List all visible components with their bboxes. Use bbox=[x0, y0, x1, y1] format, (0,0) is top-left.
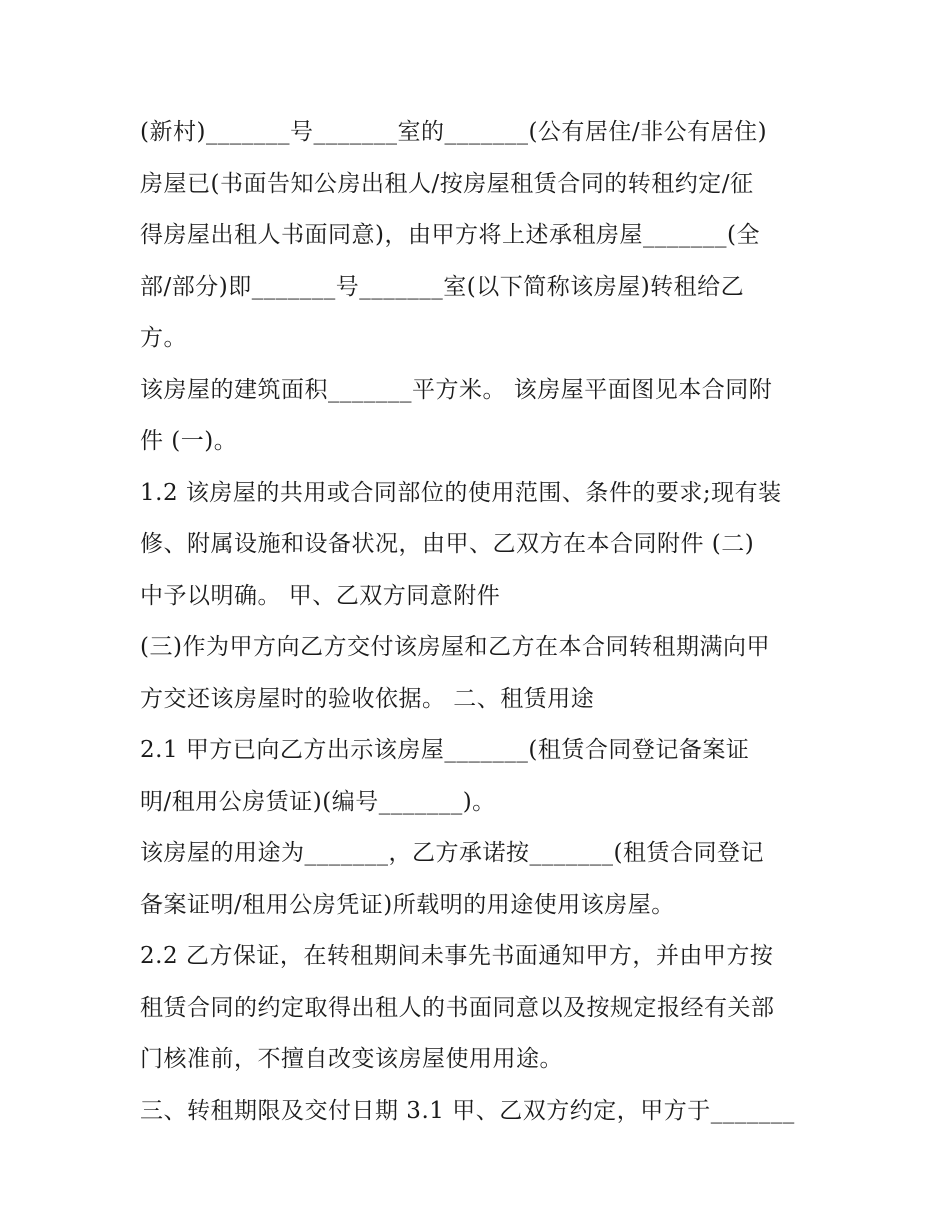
text-line: 方。 bbox=[140, 325, 187, 351]
text-line: 方交还该房屋时的验收依据。 二、租赁用途 bbox=[140, 685, 595, 712]
text-line: 2.1 甲方已向乙方出示该房屋_______(租赁合同登记备案证 bbox=[140, 737, 750, 763]
text-line: 得房屋出租人书面同意)，由甲方将上述承租房屋_______(全 bbox=[140, 222, 760, 248]
text-line: (新村)_______号_______室的_______(公有居住/非公有居住) bbox=[140, 119, 768, 145]
text-line: 该房屋的建筑面积_______平方米。 该房屋平面图见本合同附 bbox=[140, 376, 773, 403]
text-line: 件 (一)。 bbox=[140, 428, 238, 454]
text-line: 修、附属设施和设备状况，由甲、乙双方在本合同附件 (二) bbox=[140, 531, 755, 557]
text-line: 门核准前，不擅自改变该房屋使用用途。 bbox=[140, 1046, 563, 1072]
text-line: 该房屋的用途为_______，乙方承诺按_______(租赁合同登记 bbox=[140, 840, 764, 866]
text-line: 2.2 乙方保证，在转租期间未事先书面通知甲方，并由甲方按 bbox=[140, 943, 774, 969]
text-line: (三)作为甲方向乙方交付该房屋和乙方在本合同转租期满向甲 bbox=[140, 634, 770, 660]
text-line: 租赁合同的约定取得出租人的书面同意以及按规定报经有关部 bbox=[140, 994, 775, 1021]
text-line: 三、转租期限及交付日期 3.1 甲、乙双方约定，甲方于_______ bbox=[140, 1097, 795, 1124]
document-body bbox=[140, 107, 820, 1137]
text-line: 部/部分)即_______号_______室(以下简称该房屋)转租给乙 bbox=[140, 273, 745, 300]
text-line: 明/租用公房赁证)(编号_______)。 bbox=[140, 788, 496, 815]
text-line: 备案证明/租用公房凭证)所载明的用途使用该房屋。 bbox=[140, 891, 675, 918]
text-line: 1.2 该房屋的共用或合同部位的使用范围、条件的要求;现有装 bbox=[140, 479, 782, 506]
text-line: 房屋已(书面告知公房出租人/按房屋租赁合同的转租约定/征 bbox=[140, 170, 754, 197]
text-line: 中予以明确。 甲、乙双方同意附件 bbox=[140, 582, 501, 609]
